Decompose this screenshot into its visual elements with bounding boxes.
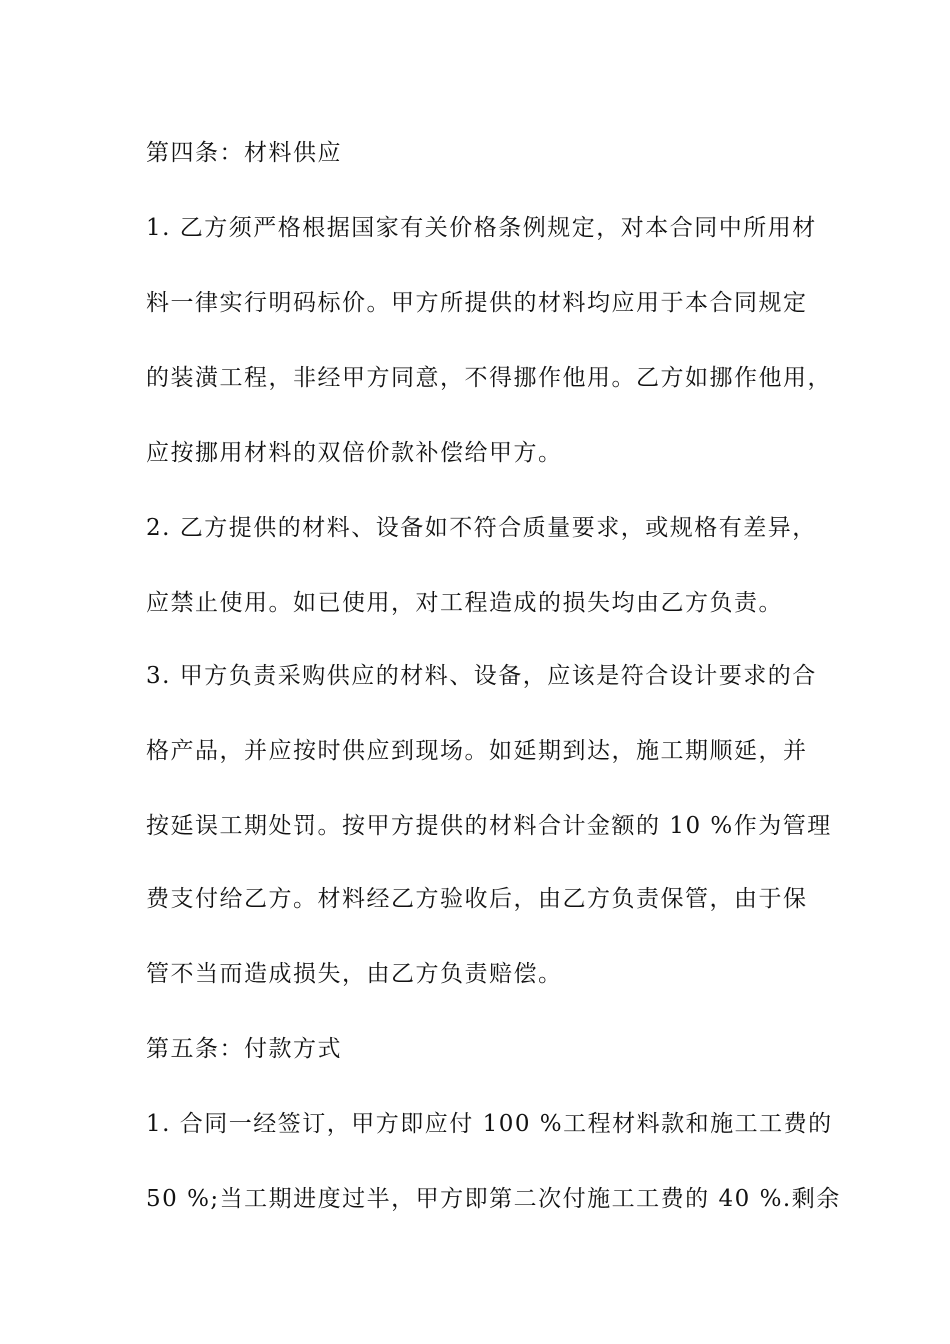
paragraph-line: 应按挪用材料的双倍价款补偿给甲方。 <box>146 440 563 466</box>
paragraph-line: 管不当而造成损失，由乙方负责赔偿。 <box>146 961 563 987</box>
paragraph-line: 应禁止使用。如已使用，对工程造成的损失均由乙方负责。 <box>146 590 783 616</box>
paragraph-line: 的装潢工程，非经甲方同意，不得挪作他用。乙方如挪作他用， <box>146 365 832 391</box>
paragraph-line: 1. 乙方须严格根据国家有关价格条例规定，对本合同中所用材 <box>146 215 817 241</box>
paragraph-line: 1. 合同一经签订，甲方即应付 100 %工程材料款和施工工费的 <box>146 1111 833 1137</box>
paragraph-line: 格产品，并应按时供应到现场。如延期到达，施工期顺延，并 <box>146 738 808 764</box>
paragraph-line: 50 %;当工期进度过半，甲方即第二次付施工工费的 40 %.剩余 <box>146 1186 841 1212</box>
paragraph-line: 3. 甲方负责采购供应的材料、设备，应该是符合设计要求的合 <box>146 663 817 689</box>
paragraph-line: 按延误工期处罚。按甲方提供的材料合计金额的 10 %作为管理 <box>146 813 832 839</box>
section-heading-5: 第五条：付款方式 <box>146 1036 342 1062</box>
section-heading-4: 第四条：材料供应 <box>146 140 342 166</box>
paragraph-line: 2. 乙方提供的材料、设备如不符合质量要求，或规格有差异， <box>146 515 817 541</box>
paragraph-line: 费支付给乙方。材料经乙方验收后，由乙方负责保管，由于保 <box>146 886 808 912</box>
paragraph-line: 料一律实行明码标价。甲方所提供的材料均应用于本合同规定 <box>146 290 808 316</box>
